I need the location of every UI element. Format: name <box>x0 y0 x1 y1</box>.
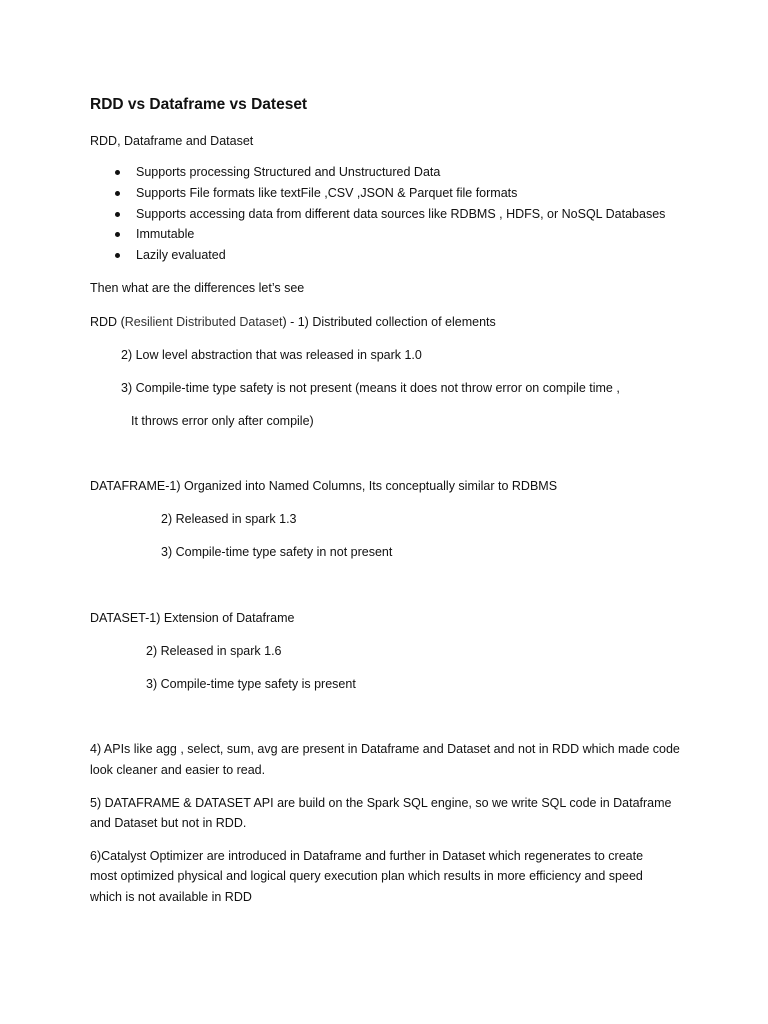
list-item: Immutable <box>110 226 665 247</box>
dataset-point-3: 3) Compile-time type safety is present <box>146 677 356 691</box>
point-6-line-2: most optimized physical and logical query execution plan which results in more efficiency and speed <box>90 869 643 883</box>
list-item: Lazily evaluated <box>110 247 665 268</box>
point-4-line-2: look cleaner and easier to read. <box>90 763 266 777</box>
point-5-line-2: and Dataset but not in RDD. <box>90 816 247 830</box>
rdd-expansion: Resilient Distributed Dataset <box>124 315 283 329</box>
rdd-point-3: 3) Compile-time type safety is not present (means it does not throw error on compile time , <box>121 381 620 395</box>
dataframe-point-3: 3) Compile-time type safety in not present <box>161 545 393 559</box>
bullet-icon <box>115 191 120 196</box>
rdd-label: RDD <box>90 315 118 329</box>
dataset-point-1: DATASET-1) Extension of Dataframe <box>90 611 295 625</box>
dataset-point-2: 2) Released in spark 1.6 <box>146 644 282 658</box>
rdd-point-2: 2) Low level abstraction that was released in spark 1.0 <box>121 348 422 362</box>
point-6-line-1: 6)Catalyst Optimizer are introduced in Dataframe and further in Dataset which regenerates to create <box>90 849 644 863</box>
list-item: Supports accessing data from different data sources like RDBMS , HDFS, or NoSQL Databases <box>110 206 665 227</box>
bullet-icon <box>115 212 120 217</box>
list-item: Supports File formats like textFile ,CSV ,JSON & Parquet file formats <box>110 185 665 206</box>
list-item: Supports processing Structured and Unstructured Data <box>110 164 665 185</box>
point-6-line-3: which is not available in RDD <box>90 890 252 904</box>
point-4-line-1: 4) APIs like agg , select, sum, avg are present in Dataframe and Dataset and not in RDD which made code <box>90 742 680 756</box>
differences-intro: Then what are the differences let’s see <box>90 281 305 295</box>
dataframe-point-1: DATAFRAME-1) Organized into Named Columns, Its conceptually similar to RDBMS <box>90 479 558 493</box>
rdd-point-3-continued: It throws error only after compile) <box>131 414 314 428</box>
point-5-line-1: 5) DATAFRAME & DATASET API are build on the Spark SQL engine, so we write SQL code in Dataframe <box>90 796 672 810</box>
dataframe-point-2: 2) Released in spark 1.3 <box>161 512 297 526</box>
bullet-icon <box>115 170 120 175</box>
document-title: RDD vs Dataframe vs Dateset <box>90 96 308 113</box>
feature-bullet-list <box>110 164 665 268</box>
bullet-icon <box>115 253 120 258</box>
rdd-point-1: RDD (Resilient Distributed Dataset) - 1) Distributed collection of elements <box>90 315 496 329</box>
intro-line: RDD, Dataframe and Dataset <box>90 134 254 148</box>
bullet-icon <box>115 232 120 237</box>
